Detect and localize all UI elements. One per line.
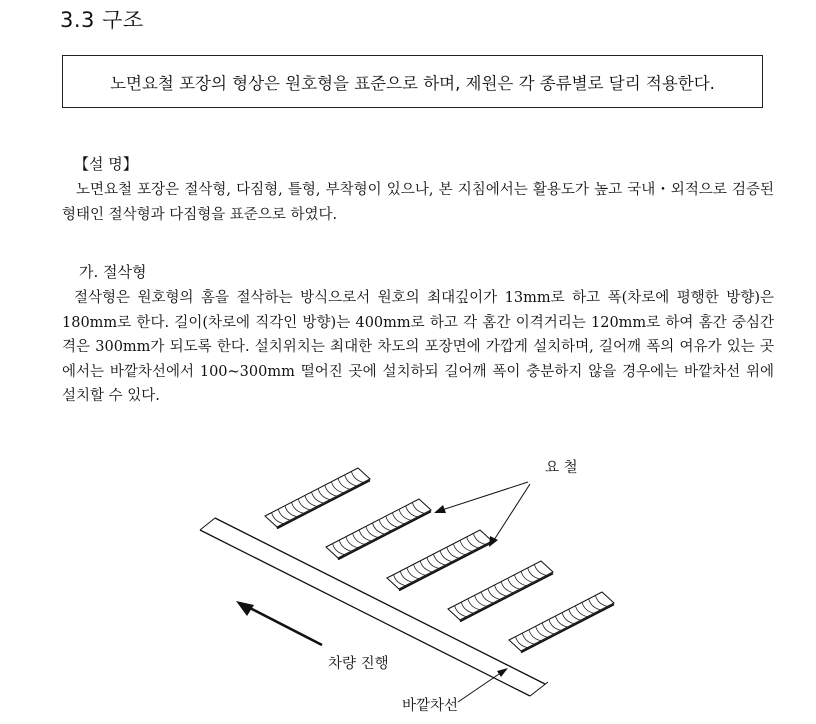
- rumble-strip-figure: [0, 440, 816, 724]
- edge-line-callout: [458, 672, 502, 702]
- section-title: 3.3 구조: [60, 8, 144, 32]
- callout-arrowhead-2: [489, 536, 498, 547]
- rumble-strip: [265, 468, 370, 529]
- edge-line-callout-arrowhead: [497, 668, 508, 677]
- callout-line-1: [442, 482, 528, 510]
- label-rumble: 요 철: [545, 460, 578, 476]
- direction-arrowhead: [236, 601, 254, 616]
- rumble-strip: [326, 499, 431, 560]
- cutting-type-paragraph: 절삭형은 원호형의 홈을 절삭하는 방식으로서 원호의 최대깊이가 13mm로 하고 폭(차로에 평행한 방향)은 180mm로 한다. 길이(차로에 직각인 방향)는 400mm로 하고 각 홈간 이격거리는 120mm로 하여 홈간 중심간격은 300mm가 되도록 한다. 설치위치는 최대한 차도의 포장면에 가깝게 설치하며, 길어깨 폭의 여유가 있는 곳에서는 바깥차선에서 100~300mm 떨어진 곳에 설치하되 길어깨 폭이 충분하지 않을 경우에는 바깥차선 위에 설치할 수 있다.: [62, 290, 774, 404]
- rumble-strip: [448, 561, 553, 622]
- label-edge-line: 바깥차선: [402, 698, 459, 714]
- rumble-strip: [387, 530, 492, 591]
- direction-arrow-shaft: [248, 607, 322, 645]
- callout-line-2: [494, 484, 530, 540]
- rumble-strip: [509, 592, 614, 653]
- road-edge-cap-start: [200, 518, 215, 530]
- explanation-heading: 【설 명】: [74, 155, 138, 173]
- rumble-strips-group: [265, 468, 614, 653]
- explanation-paragraph: 노면요철 포장은 절삭형, 다짐형, 틀형, 부착형이 있으나, 본 지침에서는 활용도가 높고 국내・외적으로 검증된 형태인 절삭형과 다짐형을 표준으로 하였다.: [62, 182, 774, 223]
- subsection-heading: 가. 절삭형: [79, 263, 147, 281]
- standard-statement: 노면요철 포장의 형상은 원호형을 표준으로 하며, 제원은 각 종류별로 달리 적용한다.: [110, 73, 715, 93]
- standard-statement-box: [62, 55, 763, 108]
- callout-arrowhead-1: [434, 505, 446, 513]
- label-vehicle-direction: 차량 진행: [328, 656, 389, 672]
- road-edge-cap-end: [530, 682, 548, 696]
